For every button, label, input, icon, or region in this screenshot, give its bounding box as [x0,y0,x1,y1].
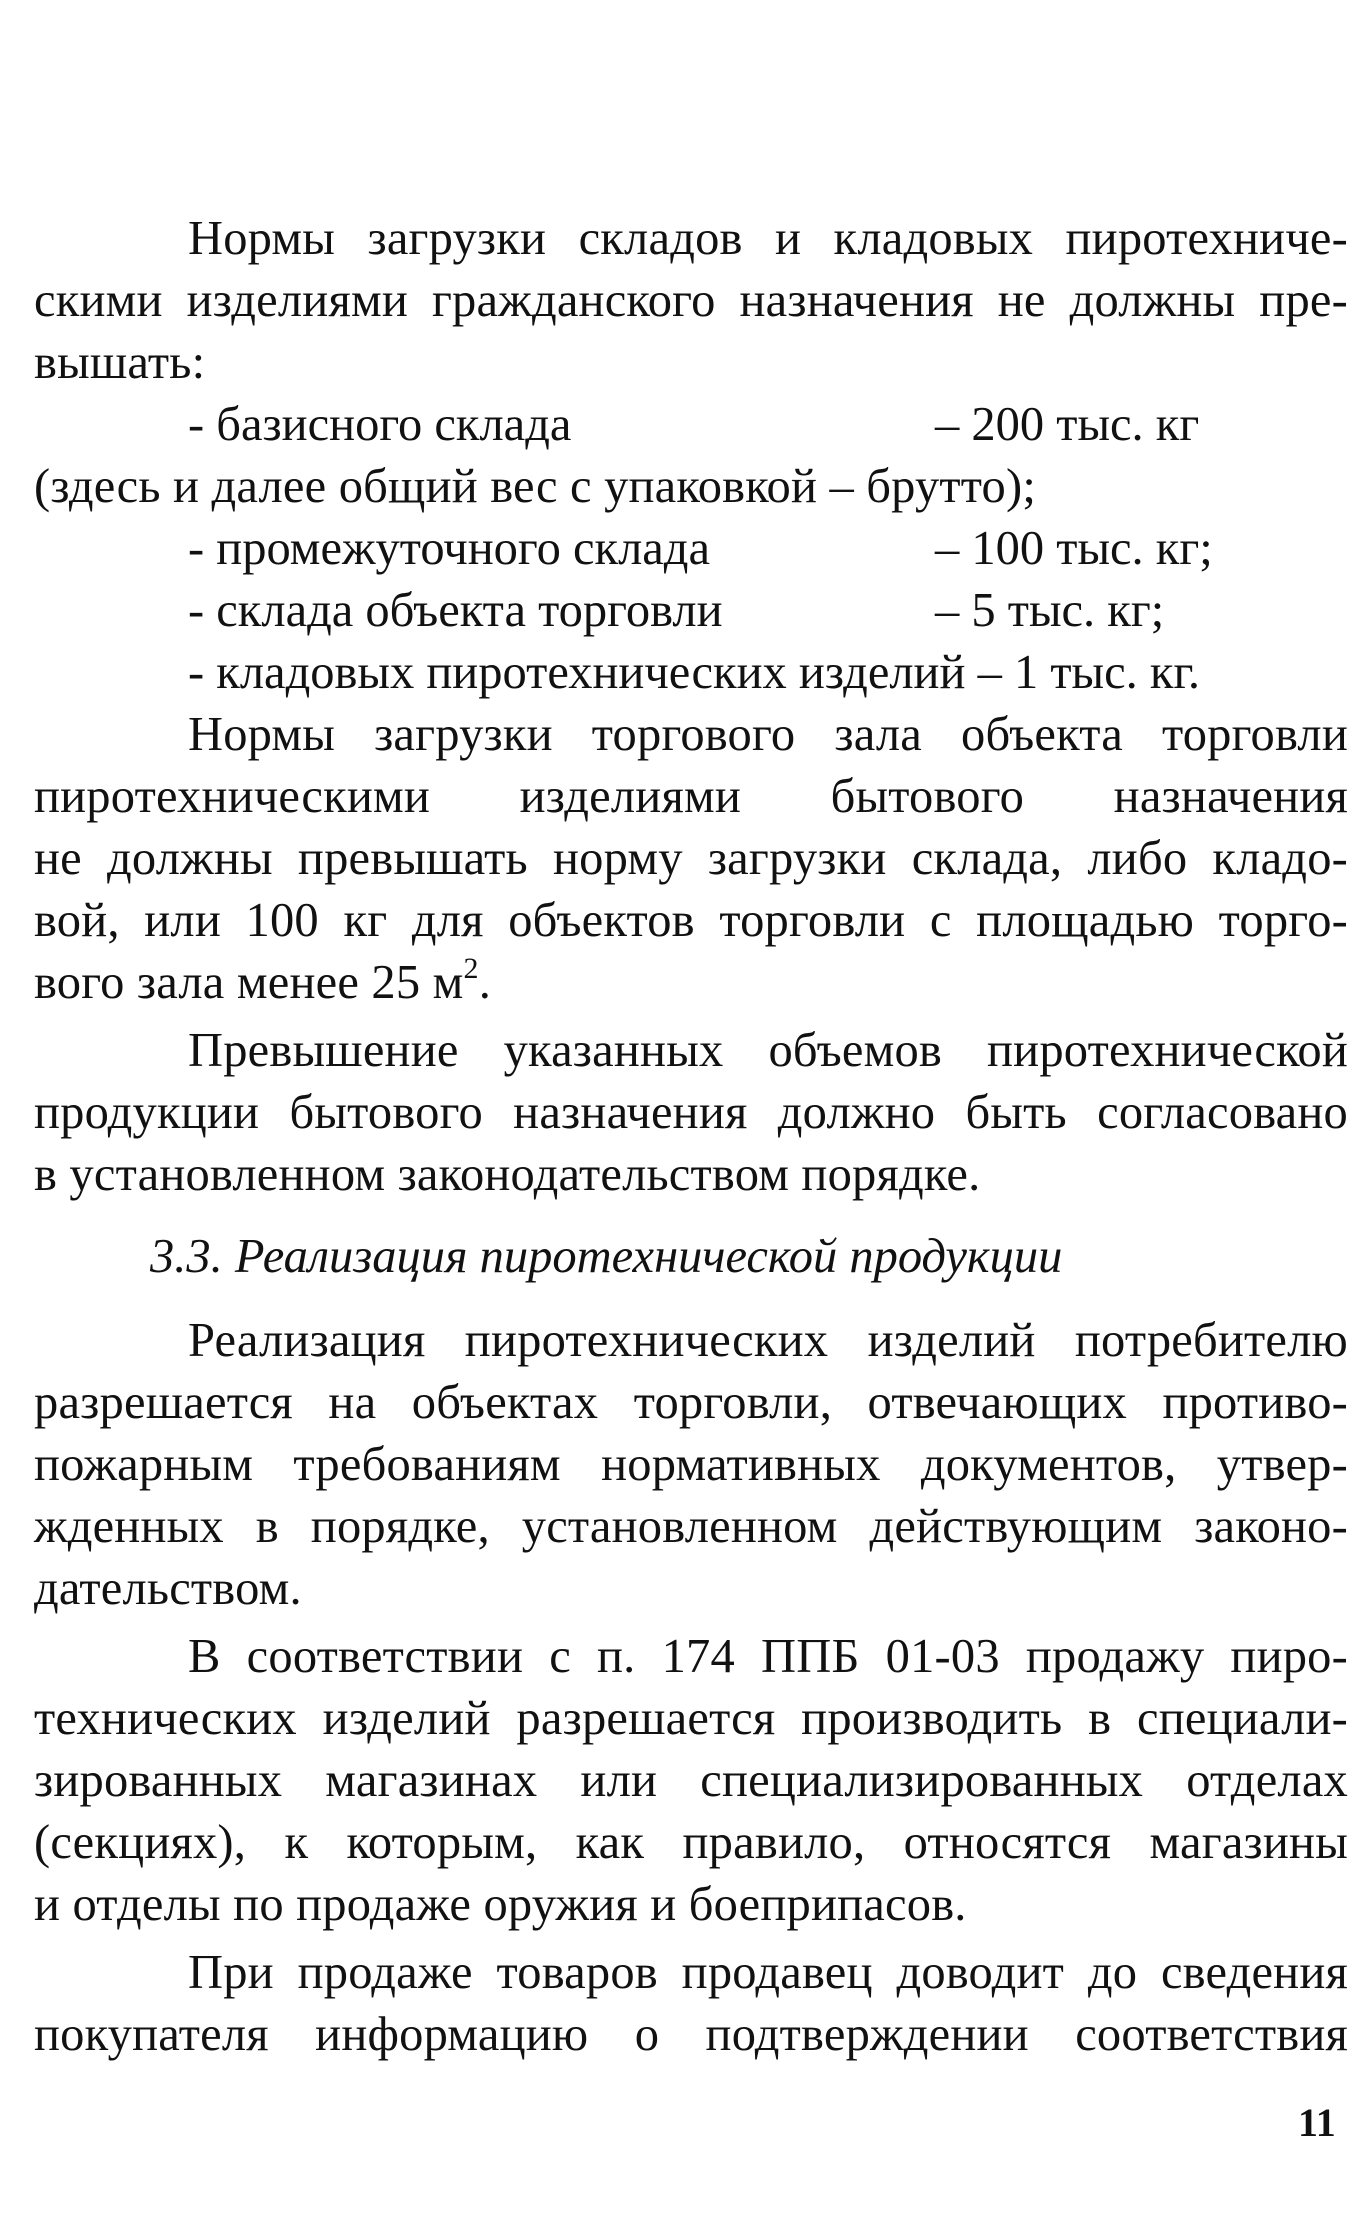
list-item-value: – 5 тыс. кг; [935,584,1165,637]
list-item-label: - базисного склада [188,398,572,451]
paragraph-line: (секциях), к которым, как правило, относятся магазины [34,1816,1348,1869]
list-item-value: – 100 тыс. кг; [935,522,1213,575]
paragraph-line: При продаже товаров продавец доводит до сведения [188,1946,1348,1999]
paragraph-line: разрешается на объектах торговли, отвечающих противо- [34,1376,1348,1429]
paragraph-line: зированных магазинах или специализированных отделах [34,1754,1348,1807]
paragraph-line: пиротехническими изделиями бытового назначения [34,770,1348,823]
paragraph-line [34,952,1348,1014]
list-item-full: - кладовых пиротехнических изделий – 1 тыс. кг. [188,646,1201,699]
paragraph-line: покупателя информацию о подтверждении соответствия [34,2008,1348,2061]
paragraph-line: продукции бытового назначения должно быть согласовано [34,1086,1348,1139]
paragraph-line: не должны превышать норму загрузки склада, либо кладо- [34,832,1348,885]
paragraph-punct: . [478,956,492,1009]
paragraph-line: и отделы по продаже оружия и боеприпасов. [34,1878,967,1931]
list-item-label: - промежуточного склада [188,522,711,575]
section-heading: 3.3. Реализация пиротехнической продукции [150,1230,1063,1283]
paragraph-text: вого зала менее 25 м [34,956,464,1009]
page-number: 11 [1298,2100,1336,2145]
list-note: (здесь и далее общий вес с упаковкой – брутто); [34,460,1037,513]
paragraph-line: дательством. [34,1562,302,1615]
paragraph-line: пожарным требованиям нормативных документов, утвер- [34,1438,1348,1491]
paragraph-line: Нормы загрузки складов и кладовых пиротехниче- [188,212,1348,265]
superscript: 2 [463,952,479,985]
paragraph-line: жденных в порядке, установленном действующим законо- [34,1500,1348,1553]
list-item-value: – 200 тыс. кг [935,398,1200,451]
paragraph-line: вышать: [34,336,206,389]
paragraph-line: технических изделий разрешается производить в специали- [34,1692,1348,1745]
paragraph-line: Превышение указанных объемов пиротехнической [188,1024,1348,1077]
paragraph-line: вой, или 100 кг для объектов торговли с площадью торго- [34,894,1348,947]
paragraph-line: Реализация пиротехнических изделий потребителю [188,1314,1348,1367]
paragraph-line: Нормы загрузки торгового зала объекта торговли [188,708,1348,761]
list-item-label: - склада объекта торговли [188,584,723,637]
paragraph-line: в установленном законодательством порядке. [34,1148,981,1201]
paragraph-line: В соответствии с п. 174 ППБ 01-03 продажу пиро- [188,1630,1348,1683]
paragraph-line: скими изделиями гражданского назначения не должны пре- [34,274,1348,327]
